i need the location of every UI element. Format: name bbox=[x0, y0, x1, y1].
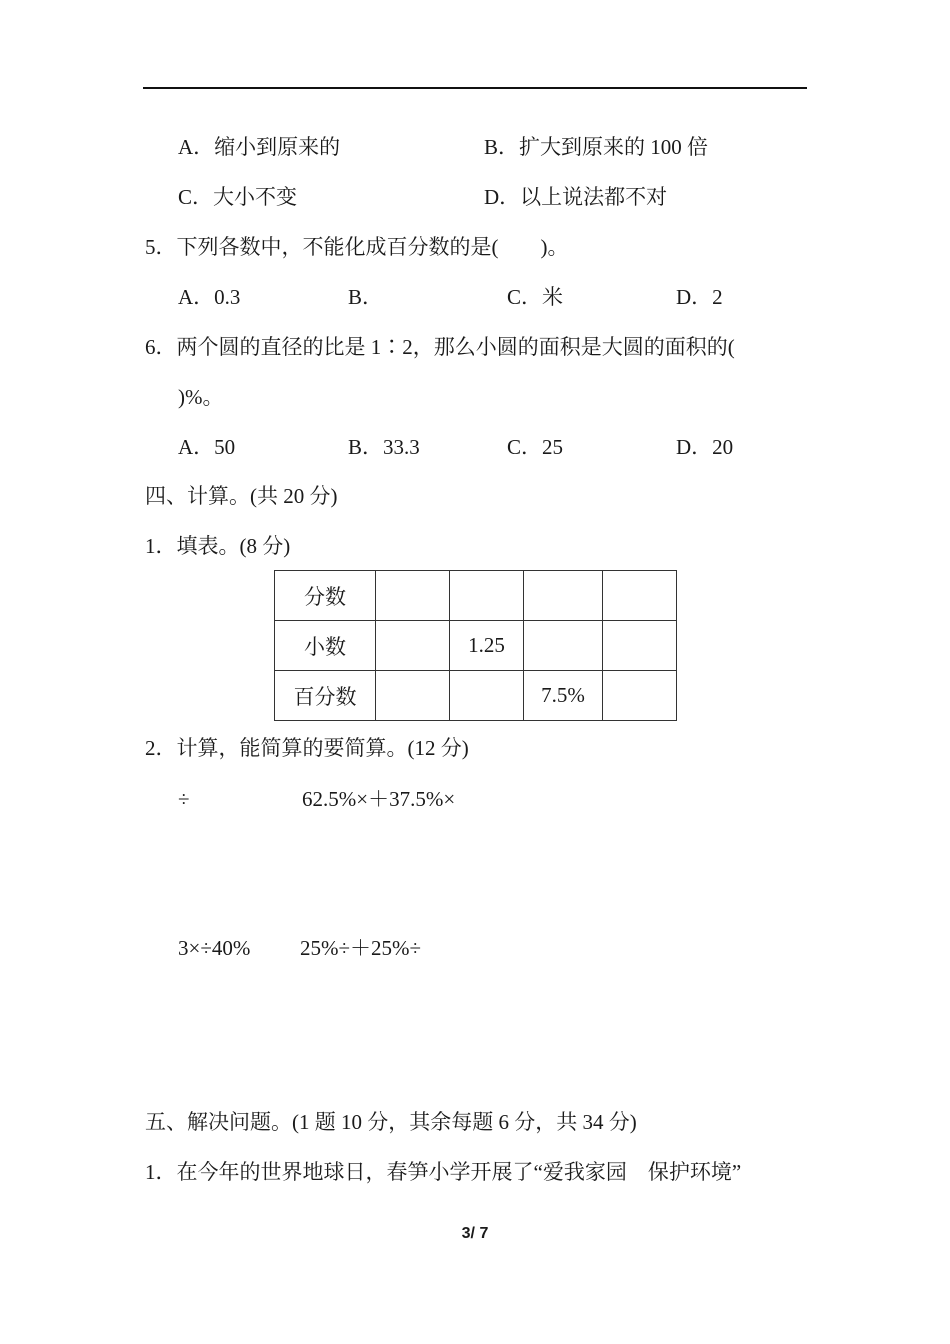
section-4-title: 四、计算。(共 20 分) bbox=[145, 484, 338, 508]
section-5-q1: 1．在今年的世界地球日，春笋小学开展了“爱我家园 保护环境” bbox=[145, 1160, 742, 1184]
table-cell[interactable] bbox=[603, 571, 677, 621]
table-cell[interactable] bbox=[376, 671, 450, 721]
q6-stem-continued: )%。 bbox=[178, 385, 224, 409]
page-number: 3/ 7 bbox=[461, 1225, 489, 1242]
table-row-decimal bbox=[275, 621, 677, 671]
q6-option-d: D．20 bbox=[676, 435, 734, 459]
table-cell[interactable] bbox=[376, 621, 450, 671]
q4-option-c: C．大小不变 bbox=[178, 185, 298, 209]
row-label-decimal: 小数 bbox=[275, 621, 376, 671]
table-cell[interactable] bbox=[450, 571, 524, 621]
row-label-fraction: 分数 bbox=[275, 571, 376, 621]
q4-option-a: A．缩小到原来的 bbox=[178, 135, 341, 159]
table-cell[interactable] bbox=[603, 621, 677, 671]
expression-1: ÷ bbox=[178, 787, 190, 811]
q5-option-a: A．0.3 bbox=[178, 285, 241, 309]
q5-option-d: D．2 bbox=[676, 285, 723, 309]
table-row-percent bbox=[275, 671, 677, 721]
table-cell[interactable] bbox=[376, 571, 450, 621]
q5-stem: 5．下列各数中，不能化成百分数的是( )。 bbox=[145, 235, 569, 259]
q6-stem: 6．两个圆的直径的比是 1∶2，那么小圆的面积是大圆的面积的( bbox=[145, 335, 735, 359]
table-cell: 7.5% bbox=[524, 671, 603, 721]
q6-option-b: B．33.3 bbox=[348, 435, 420, 459]
table-cell[interactable] bbox=[450, 671, 524, 721]
table-cell[interactable] bbox=[603, 671, 677, 721]
q6-option-c: C．25 bbox=[507, 435, 564, 459]
table-cell[interactable] bbox=[524, 621, 603, 671]
row-label-percent: 百分数 bbox=[275, 671, 376, 721]
section-4-q2: 2．计算，能简算的要简算。(12 分) bbox=[145, 736, 469, 760]
q5-option-c: C．米 bbox=[507, 285, 564, 309]
q4-option-b: B．扩大到原来的 100 倍 bbox=[484, 135, 709, 159]
q6-option-a: A．50 bbox=[178, 435, 236, 459]
section-5-title: 五、解决问题。(1 题 10 分，其余每题 6 分，共 34 分) bbox=[145, 1110, 637, 1134]
header-rule bbox=[143, 87, 807, 89]
expression-2: 62.5%×＋37.5%× bbox=[302, 787, 456, 811]
section-4-q1: 1．填表。(8 分) bbox=[145, 534, 291, 558]
expression-3: 3×÷40% bbox=[178, 936, 251, 960]
table-row-fraction bbox=[275, 571, 677, 621]
expression-4: 25%÷＋25%÷ bbox=[300, 936, 422, 960]
q5-option-b: B． bbox=[348, 285, 384, 309]
table-cell[interactable] bbox=[524, 571, 603, 621]
conversion-table bbox=[274, 570, 677, 721]
table-cell: 1.25 bbox=[450, 621, 524, 671]
q4-option-d: D．以上说法都不对 bbox=[484, 185, 668, 209]
